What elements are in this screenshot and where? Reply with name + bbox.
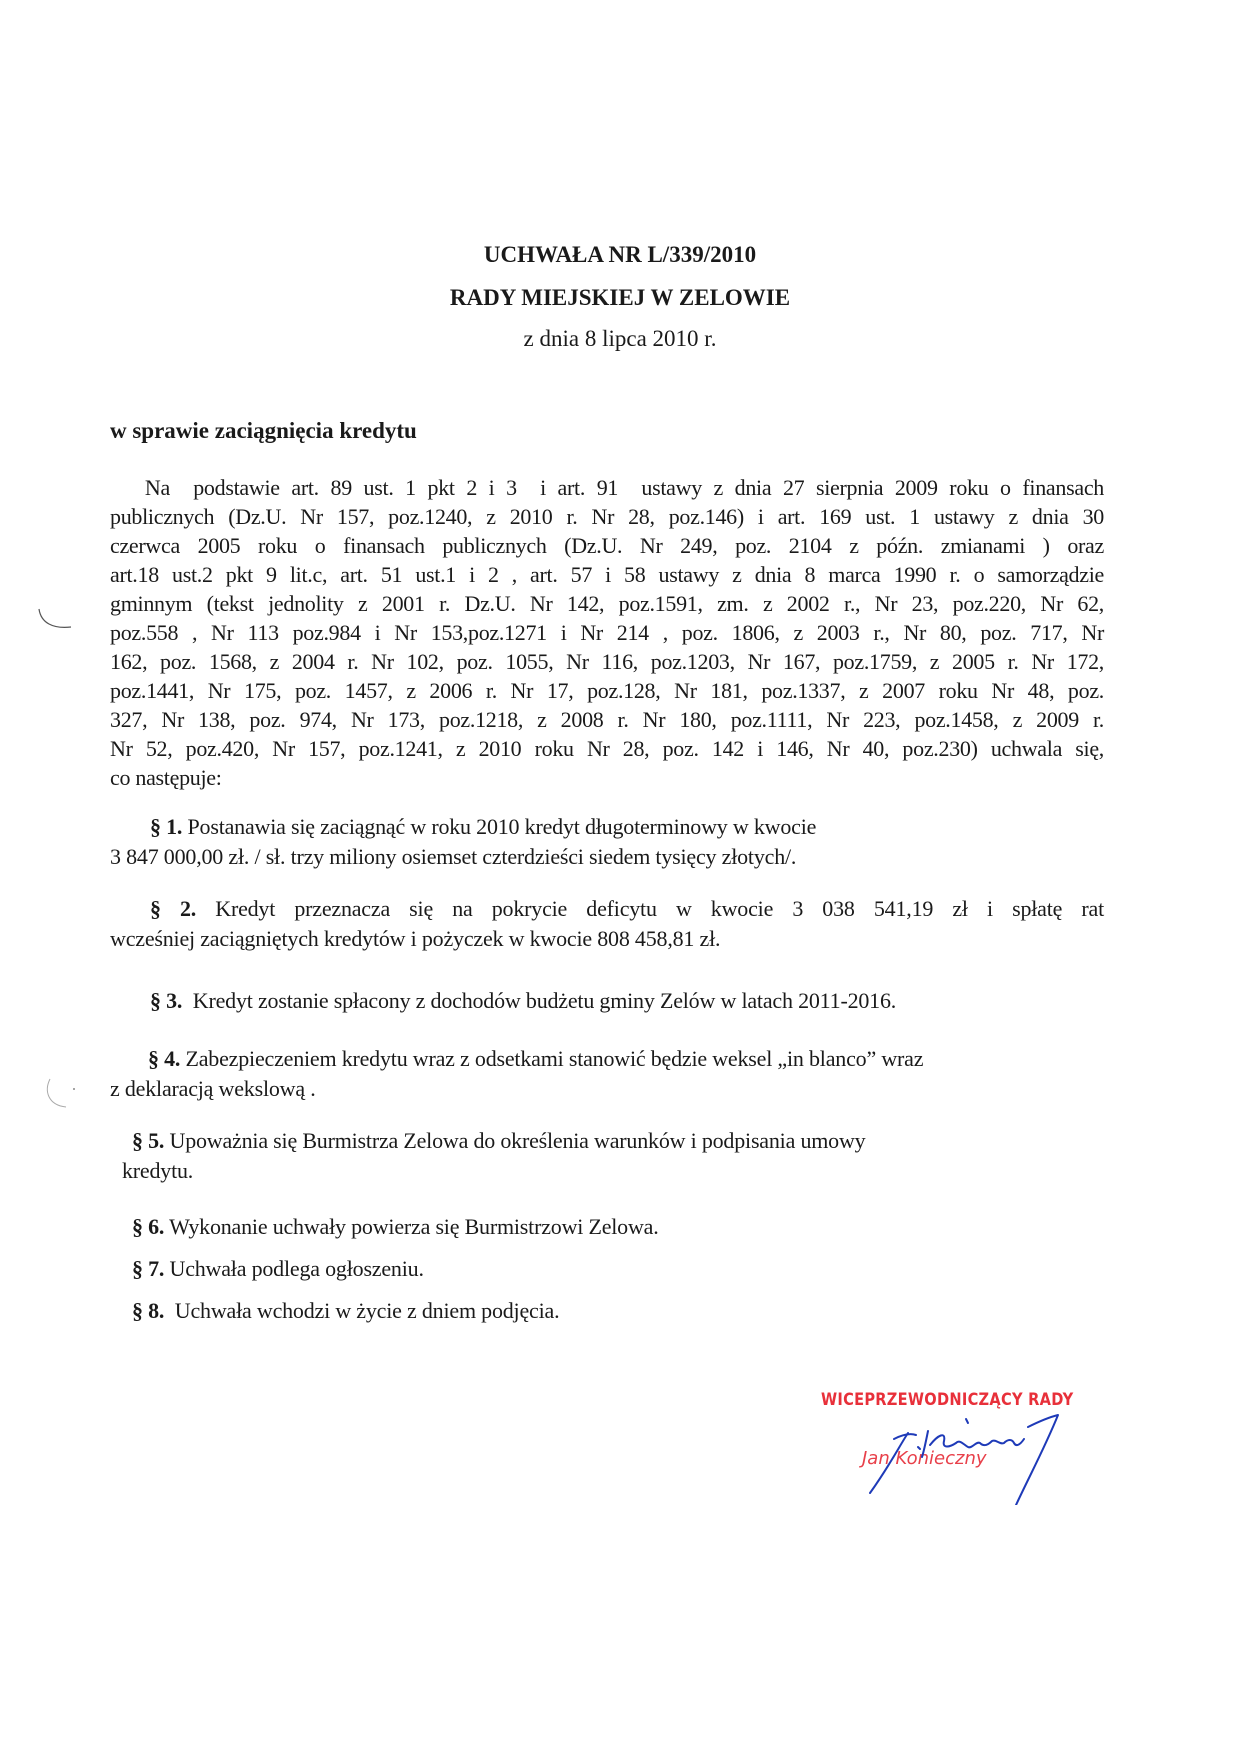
preamble-line: 162, poz. 1568, z 2004 r. Nr 102, poz. 1055, Nr 116, poz.1203, Nr 167, poz.1759, z 2005 r. Nr 172, xyxy=(110,649,1104,674)
paragraph-number: § 1. xyxy=(150,814,183,839)
paragraph-8 xyxy=(132,1296,559,1326)
council-name: RADY MIEJSKIEJ W ZELOWIE xyxy=(449,285,791,310)
resolution-date: z dnia 8 lipca 2010 r. xyxy=(523,326,717,351)
preamble-line: art.18 ust.2 pkt 9 lit.c, art. 51 ust.1 i 2 , art. 57 i 58 ustawy z dnia 8 marca 1990 r. o samorządzie xyxy=(110,562,1104,587)
paragraph-text: Uchwała podlega ogłoszeniu. xyxy=(164,1256,424,1281)
paragraph-number: § 5. xyxy=(132,1128,165,1153)
paragraph-1 xyxy=(110,812,816,872)
paragraph-text: 3 847 000,00 zł. / sł. trzy miliony osiemset czterdzieści siedem tysięcy złotych/. xyxy=(110,844,797,869)
paragraph-7 xyxy=(132,1254,424,1284)
resolution-number: UCHWAŁA NR L/339/2010 xyxy=(483,242,757,267)
preamble-line: gminnym (tekst jednolity z 2001 r. Dz.U. Nr 142, poz.1591, zm. z 2002 r., Nr 23, poz.220, Nr 62, xyxy=(110,591,1104,616)
preamble-line: Na podstawie art. 89 ust. 1 pkt 2 i 3 i art. 91 ustawy z dnia 27 sierpnia 2009 roku o finansach xyxy=(110,475,1104,500)
paragraph-text: wcześniej zaciągniętych kredytów i pożyczek w kwocie 808 458,81 zł. xyxy=(110,926,721,951)
paragraph-text: Kredyt przeznacza się na pokrycie deficytu w kwocie 3 038 541,19 zł i spłatę rat xyxy=(196,896,1104,921)
stamp-name: Jan Konieczny xyxy=(862,1448,987,1469)
paragraph-text: Kredyt zostanie spłacony z dochodów budżetu gminy Zelów w latach 2011-2016. xyxy=(182,988,897,1013)
stamp-title: WICEPRZEWODNICZĄCY RADY xyxy=(821,1390,1074,1410)
paragraph-text: Uchwała wchodzi w życie z dniem podjęcia. xyxy=(164,1298,560,1323)
paragraph-6 xyxy=(132,1212,659,1242)
paragraph-text: Zabezpieczeniem kredytu wraz z odsetkami stanowić będzie weksel „in blanco” wraz xyxy=(180,1046,924,1071)
paragraph-number: § 4. xyxy=(148,1046,181,1071)
preamble-line: Nr 52, poz.420, Nr 157, poz.1241, z 2010 roku Nr 28, poz. 142 i 146, Nr 40, poz.230) uchwala się, xyxy=(110,736,1104,761)
paragraph-3 xyxy=(150,986,896,1016)
preamble-line: czerwca 2005 roku o finansach publicznych (Dz.U. Nr 249, poz. 2104 z późn. zmianami ) oraz xyxy=(110,533,1104,558)
preamble-line: poz.1441, Nr 175, poz. 1457, z 2006 r. Nr 17, poz.128, Nr 181, poz.1337, z 2007 roku Nr 48, poz. xyxy=(110,678,1104,703)
resolution-subject: w sprawie zaciągnięcia kredytu xyxy=(110,418,417,443)
paragraph-text: Postanawia się zaciągnąć w roku 2010 kredyt długoterminowy w kwocie xyxy=(182,814,817,839)
paragraph-text: Upoważnia się Burmistrza Zelowa do określenia warunków i podpisania umowy xyxy=(164,1128,866,1153)
hole-punch-mark xyxy=(35,605,80,635)
hole-punch-mark xyxy=(42,1075,82,1115)
paragraph-2 xyxy=(110,894,1104,954)
paragraph-number: § 8. xyxy=(132,1298,165,1323)
paragraph-number: § 3. xyxy=(150,988,183,1013)
paragraph-text: Wykonanie uchwały powierza się Burmistrzowi Zelowa. xyxy=(164,1214,659,1239)
preamble-line: 327, Nr 138, poz. 974, Nr 173, poz.1218, z 2008 r. Nr 180, poz.1111, Nr 223, poz.1458, z 2009 r. xyxy=(110,707,1104,732)
paragraph-number: § 2. xyxy=(150,896,197,921)
paragraph-number: § 7. xyxy=(132,1256,165,1281)
paragraph-number: § 6. xyxy=(132,1214,165,1239)
legal-basis-preamble xyxy=(110,473,1104,792)
preamble-line: co następuje: xyxy=(110,765,222,790)
paragraph-text: z deklaracją wekslową . xyxy=(110,1076,316,1101)
paragraph-4 xyxy=(110,1044,923,1104)
paragraph-text: kredytu. xyxy=(122,1158,194,1183)
handwritten-signature xyxy=(850,1405,1080,1505)
paragraph-5 xyxy=(122,1126,865,1186)
preamble-line: publicznych (Dz.U. Nr 157, poz.1240, z 2010 r. Nr 28, poz.146) i art. 169 ust. 1 ustawy z dnia 30 xyxy=(110,504,1104,529)
preamble-line: poz.558 , Nr 113 poz.984 i Nr 153,poz.1271 i Nr 214 , poz. 1806, z 2003 r., Nr 80, poz. 717, Nr xyxy=(110,620,1104,645)
